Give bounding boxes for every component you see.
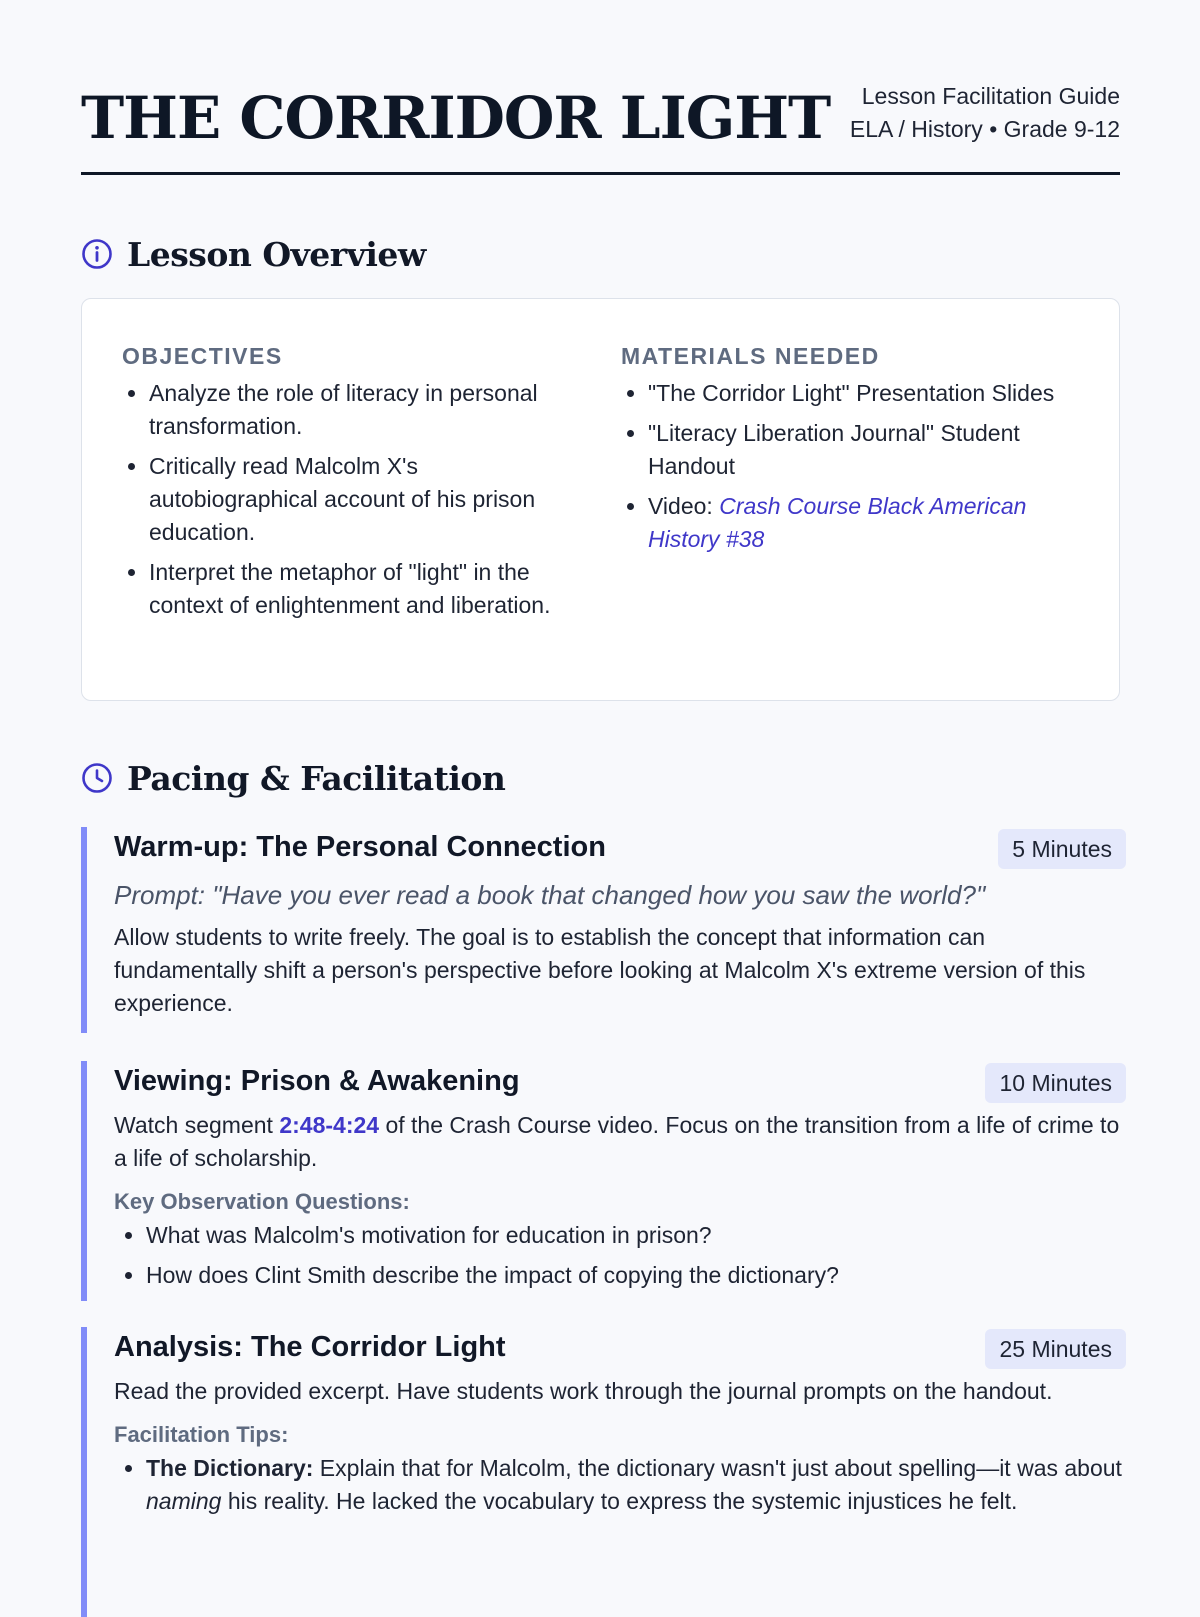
- document-header: [81, 78, 1120, 174]
- tip-text-pre: Explain that for Malcolm, the dictionary wasn't just about spelling—it was about: [313, 1455, 1122, 1481]
- material-item-video: [648, 490, 1076, 556]
- analysis-body: Read the provided excerpt. Have students work through the journal prompts on the handout.: [114, 1378, 1053, 1404]
- meta-subject-grade: ELA / History • Grade 9-12: [849, 116, 1120, 142]
- tips-list: [114, 1452, 1126, 1518]
- pacing-block-analysis: [81, 1327, 1126, 1617]
- duration-badge: 5 Minutes: [998, 829, 1126, 869]
- info-icon: [81, 238, 113, 270]
- tip-item: [146, 1452, 1126, 1518]
- objective-item: • Interpret the metaphor of "light" in the context of enlightenment and liberation.: [149, 556, 572, 622]
- objectives-column: [122, 341, 572, 629]
- document-title: THE CORRIDOR LIGHT: [81, 84, 831, 152]
- viewing-body-post: of the Crash Course video. Focus on the transition from a life of crime to a life of scholarship.: [114, 1112, 1120, 1171]
- viewing-title: Viewing: Prison & Awakening: [114, 1065, 520, 1097]
- header-divider: [81, 172, 1120, 175]
- video-prefix: Video:: [648, 493, 720, 519]
- timestamp-highlight: 2:48-4:24: [279, 1112, 380, 1138]
- analysis-title: Analysis: The Corridor Light: [114, 1331, 506, 1363]
- pacing-block-warmup-inner: [87, 827, 1126, 1020]
- objective-item: • Analyze the role of literacy in personal transformation.: [149, 377, 572, 443]
- materials-list: [621, 377, 1076, 556]
- materials-label: MATERIALS NEEDED: [621, 343, 880, 369]
- question-item: • What was Malcolm's motivation for education in prison?: [146, 1219, 1126, 1252]
- duration-badge: 10 Minutes: [985, 1063, 1126, 1103]
- material-item: • "The Corridor Light" Presentation Slides: [648, 377, 1076, 410]
- pacing-block-viewing-inner: [87, 1061, 1126, 1292]
- material-item: • "Literacy Liberation Journal" Student Handout: [648, 417, 1076, 483]
- tips-label: Facilitation Tips:: [114, 1422, 289, 1447]
- questions-label: Key Observation Questions:: [114, 1189, 410, 1214]
- meta-guide-type: Lesson Facilitation Guide: [861, 83, 1120, 109]
- overview-card: [81, 298, 1120, 701]
- viewing-body: [114, 1109, 1126, 1175]
- viewing-body-pre: Watch segment: [114, 1112, 280, 1138]
- tip-text-emphasis: naming: [146, 1488, 222, 1514]
- section-heading-overview: [81, 232, 426, 276]
- pacing-block-viewing: [81, 1061, 1126, 1301]
- warmup-body: Allow students to write freely. The goal is to establish the concept that information can fundamentally shift a person's perspective before looking at Malcolm X's extreme version of this experience.: [114, 924, 1086, 1016]
- video-link[interactable]: Crash Course Black American History #38: [648, 493, 1027, 552]
- pacing-block-warmup: [81, 827, 1126, 1033]
- clock-icon: [81, 762, 113, 794]
- question-item: • How does Clint Smith describe the impact of copying the dictionary?: [146, 1259, 1126, 1292]
- warmup-title: Warm-up: The Personal Connection: [114, 831, 606, 863]
- document-meta: [850, 80, 1120, 146]
- tip-bold-lead: The Dictionary:: [146, 1455, 314, 1481]
- pacing-block-analysis-inner: [87, 1327, 1126, 1518]
- warmup-prompt: Prompt: "Have you ever read a book that changed how you saw the world?": [114, 880, 986, 910]
- objective-item: • Critically read Malcolm X's autobiographical account of his prison education.: [149, 450, 572, 549]
- section-heading-pacing-label: Pacing & Facilitation: [127, 758, 506, 798]
- questions-list: [114, 1219, 1126, 1292]
- section-heading-pacing: [81, 756, 505, 800]
- tip-text-post: his reality. He lacked the vocabulary to express the systemic injustices he felt.: [221, 1488, 1018, 1514]
- duration-badge: 25 Minutes: [985, 1329, 1126, 1369]
- materials-column: [621, 341, 1076, 563]
- objectives-label: OBJECTIVES: [122, 343, 283, 369]
- objectives-list: [122, 377, 572, 622]
- section-heading-overview-label: Lesson Overview: [127, 234, 426, 274]
